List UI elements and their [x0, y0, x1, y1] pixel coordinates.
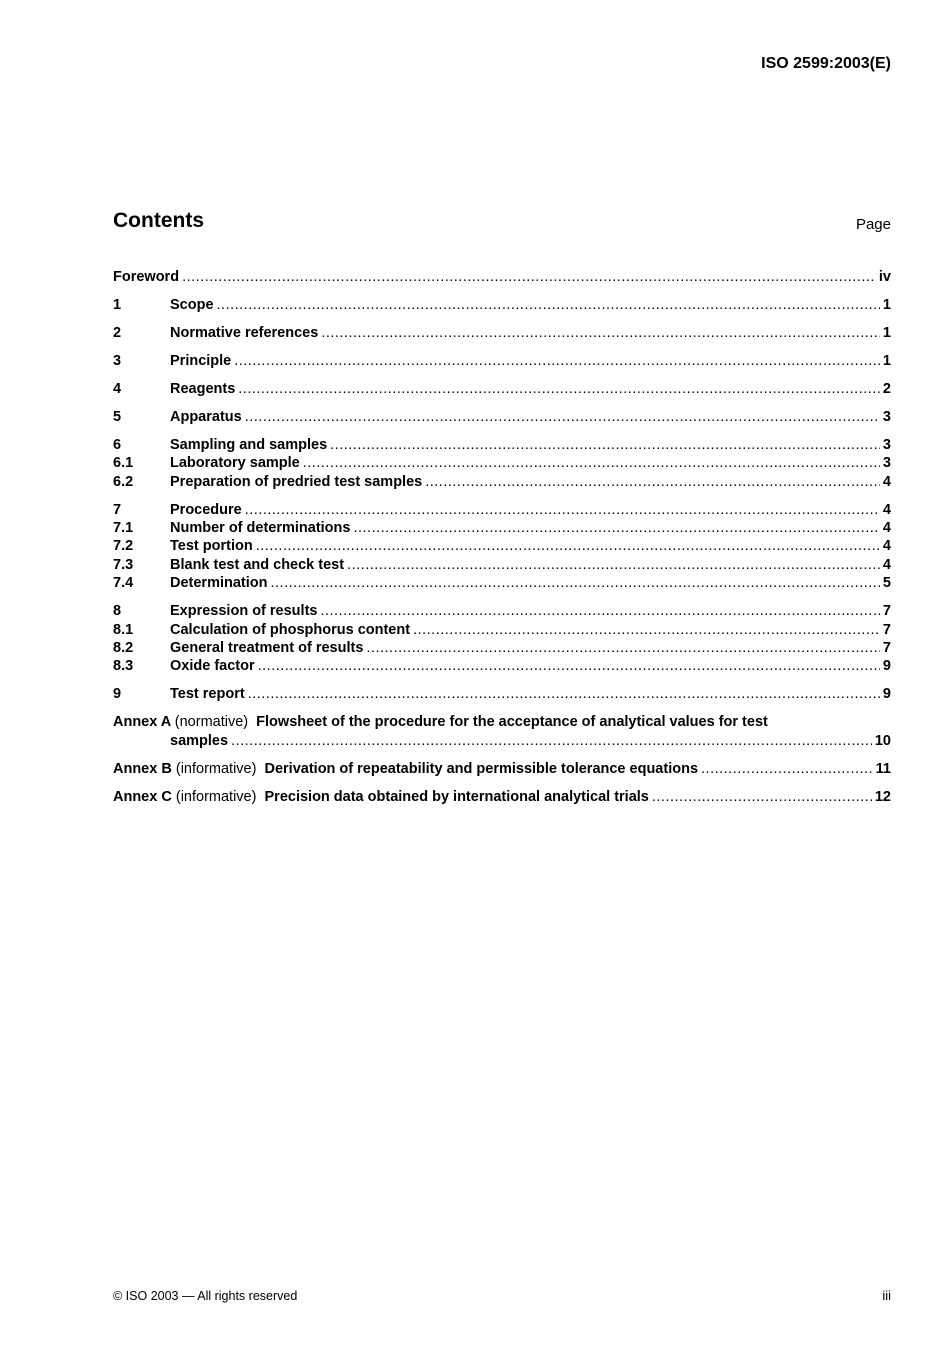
table-of-contents: [113, 268, 891, 806]
toc-entry-number: 5: [113, 408, 122, 425]
toc-entry-page: iv: [878, 269, 891, 285]
dot-leader: [652, 788, 872, 806]
toc-entry-page: 3: [882, 408, 891, 425]
toc-entry[interactable]: [113, 436, 891, 454]
toc-entry-page: 4: [882, 556, 891, 573]
toc-entry-title: Determination: [170, 575, 268, 592]
annex-label-and-title: [113, 760, 698, 778]
dot-leader: [701, 760, 873, 778]
dot-leader: [245, 408, 880, 426]
dot-leader: [182, 268, 876, 286]
toc-entry-page: 4: [882, 501, 891, 518]
dot-leader: [347, 556, 880, 574]
toc-entry-title: Sampling and samples: [170, 436, 328, 453]
toc-entry[interactable]: [113, 454, 891, 472]
dot-leader: [248, 685, 880, 703]
toc-entry-number: 4: [113, 380, 122, 397]
dot-leader: [320, 602, 879, 620]
toc-entry-title: Preparation of predried test samples: [170, 473, 423, 490]
toc-entry-foreword[interactable]: [113, 268, 891, 286]
toc-entry-number: 2: [113, 324, 122, 341]
annex-label: Annex A: [113, 714, 171, 731]
annex-title: Flowsheet of the procedure for the acceptance of analytical values for test: [256, 714, 768, 731]
toc-entry[interactable]: [113, 324, 891, 342]
toc-entry-page: 4: [882, 520, 891, 537]
page-column-label: Page: [855, 216, 891, 233]
toc-entry-title: Calculation of phosphorus content: [170, 621, 411, 638]
annex-title: Derivation of repeatability and permissible tolerance equations: [264, 760, 699, 777]
toc-entry-page: 3: [882, 436, 891, 453]
toc-entry-annex-c[interactable]: [113, 788, 891, 806]
toc-entry-page: 2: [882, 380, 891, 397]
toc-entry[interactable]: [113, 296, 891, 314]
toc-entry-title: Blank test and check test: [170, 556, 345, 573]
dot-leader: [330, 436, 880, 454]
toc-entry-page: 12: [874, 788, 891, 805]
annex-title: Precision data obtained by international analytical trials: [264, 788, 649, 805]
toc-entry[interactable]: [113, 537, 891, 555]
dot-leader: [321, 324, 880, 342]
dot-leader: [217, 296, 880, 314]
copyright-notice: © ISO 2003 — All rights reserved: [113, 1289, 298, 1303]
toc-entry-title: Apparatus: [170, 408, 242, 425]
toc-entry-number: 8.2: [113, 640, 134, 656]
toc-entry-number: 8.3: [113, 658, 134, 675]
toc-entry-page: 1: [882, 352, 891, 369]
toc-entry-title: Principle: [170, 352, 232, 369]
toc-entry-title: Test portion: [170, 538, 253, 555]
toc-entry-page: 4: [882, 538, 891, 555]
toc-entry[interactable]: [113, 639, 891, 657]
toc-entry[interactable]: [113, 352, 891, 370]
toc-entry[interactable]: [113, 473, 891, 491]
toc-entry-page: 7: [882, 640, 891, 656]
toc-entry-title: Number of determinations: [170, 520, 351, 537]
contents-heading: Contents: [113, 209, 204, 232]
dot-leader: [231, 732, 872, 750]
toc-entry[interactable]: [113, 556, 891, 574]
toc-entry-number: 8.1: [113, 621, 134, 638]
toc-entry-page: 10: [874, 732, 891, 749]
dot-leader: [234, 352, 880, 370]
annex-type: (informative): [175, 760, 257, 777]
toc-entry-number: 7: [113, 501, 122, 518]
toc-entry-page: 5: [882, 575, 891, 592]
annex-type: (informative): [175, 788, 257, 805]
toc-entry-page: 1: [882, 296, 891, 313]
dot-leader: [353, 519, 879, 537]
toc-entry-number: 7.2: [113, 538, 134, 555]
dot-leader: [413, 621, 880, 639]
toc-entry-title: Normative references: [170, 324, 319, 341]
toc-entry-number: 6: [113, 436, 122, 453]
toc-entry-title: Oxide factor: [170, 658, 255, 675]
toc-entry-annex-b[interactable]: [113, 760, 891, 778]
toc-entry[interactable]: [113, 621, 891, 639]
toc-entry-title: Expression of results: [170, 603, 318, 620]
toc-entry[interactable]: [113, 408, 891, 426]
toc-entry-page: 9: [882, 686, 891, 703]
toc-entry-annex-a[interactable]: [113, 713, 891, 750]
toc-entry[interactable]: [113, 501, 891, 519]
toc-entry[interactable]: [113, 380, 891, 398]
toc-entry-page: 1: [882, 324, 891, 341]
annex-type: (normative): [174, 714, 249, 731]
toc-entry-number: 9: [113, 686, 122, 703]
toc-entry-title: Procedure: [170, 501, 242, 518]
document-reference: ISO 2599:2003(E): [761, 55, 891, 72]
toc-entry-title: Test report: [170, 686, 245, 703]
annex-title-continued: samples: [170, 732, 229, 749]
toc-entry-number: 1: [113, 296, 122, 313]
toc-entry-number: 8: [113, 603, 122, 620]
toc-entry-title: General treatment of results: [170, 640, 364, 656]
dot-leader: [425, 473, 880, 491]
toc-entry[interactable]: [113, 685, 891, 703]
dot-leader: [258, 657, 880, 675]
annex-label: Annex C: [113, 788, 172, 805]
toc-entry-page: 7: [882, 621, 891, 638]
toc-entry-number: 7.1: [113, 520, 134, 537]
toc-entry-title: Reagents: [170, 380, 236, 397]
page-number: iii: [882, 1288, 891, 1303]
toc-entry-number: 3: [113, 352, 122, 369]
toc-entry-title: Foreword: [113, 269, 180, 285]
toc-entry-number: 7.4: [113, 575, 134, 592]
toc-entry-page: 7: [882, 603, 891, 620]
toc-entry[interactable]: [113, 602, 891, 620]
dot-leader: [303, 454, 880, 472]
annex-label: Annex B: [113, 760, 172, 777]
dot-leader: [245, 501, 880, 519]
toc-entry-title: Laboratory sample: [170, 455, 300, 472]
toc-entry[interactable]: [113, 657, 891, 675]
dot-leader: [271, 574, 880, 592]
toc-entry[interactable]: [113, 574, 891, 592]
toc-entry-page: 3: [882, 455, 891, 472]
dot-leader: [366, 639, 880, 657]
toc-entry-title: Scope: [170, 296, 214, 313]
dot-leader: [256, 537, 880, 555]
dot-leader: [238, 380, 880, 398]
toc-entry-page: 9: [882, 658, 891, 675]
annex-label-and-title: [113, 788, 649, 806]
toc-entry-number: 6.1: [113, 455, 134, 472]
toc-entry[interactable]: [113, 519, 891, 537]
toc-entry-number: 6.2: [113, 473, 134, 490]
toc-entry-number: 7.3: [113, 556, 134, 573]
toc-entry-page: 4: [882, 473, 891, 490]
toc-entry-page: 11: [875, 760, 891, 777]
